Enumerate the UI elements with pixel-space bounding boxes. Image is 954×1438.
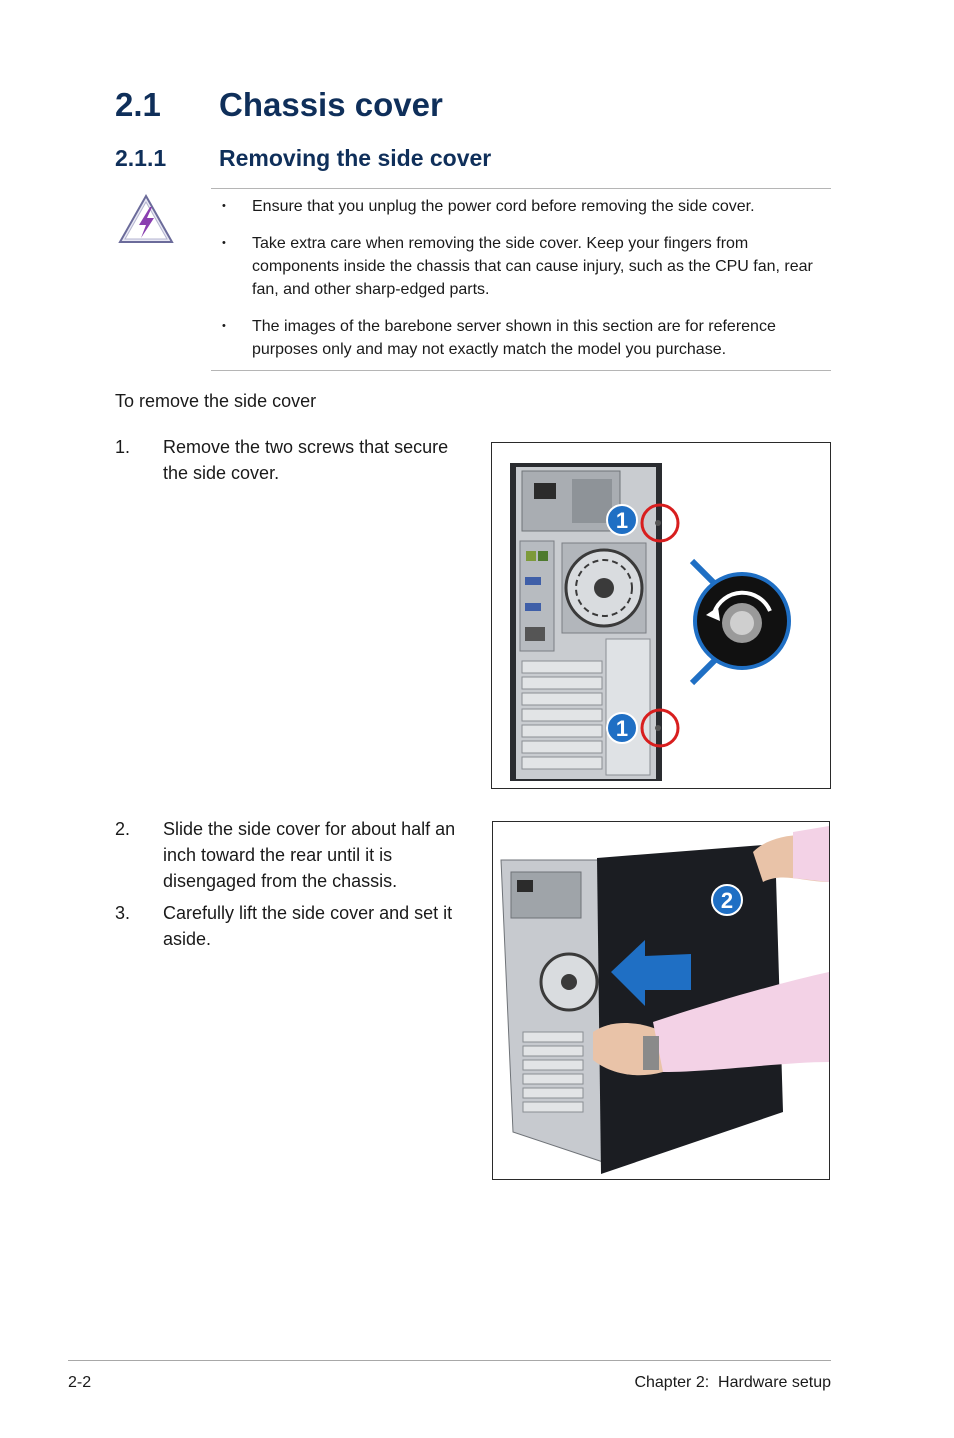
warning-item: • Ensure that you unplug the power cord before removing the side cover. <box>222 195 832 218</box>
slide-cover-illustration <box>493 822 829 1179</box>
figure-remove-screws <box>491 442 831 789</box>
server-rear-illustration <box>492 443 830 788</box>
chapter-label: Chapter 2: Hardware setup <box>634 1374 831 1391</box>
bullet: • <box>222 200 226 212</box>
bullet: • <box>222 320 226 332</box>
page-number: 2-2 <box>68 1374 92 1391</box>
warning-top-rule <box>211 188 831 189</box>
section-number: 2.1 <box>115 86 161 123</box>
warning-item: • The images of the barebone server shown in this section are for reference purposes only and may not exactly match the model you purchase. <box>222 315 832 361</box>
callout-label-bottom: 1 <box>615 716 629 741</box>
step-1: 1. Remove the two screws that secure the side cover. <box>115 437 449 483</box>
warning-list <box>222 195 832 361</box>
subsection-title: Removing the side cover <box>219 145 492 171</box>
section-title: Chassis cover <box>219 86 443 123</box>
step-3: 3. Carefully lift the side cover and set it aside. <box>115 903 453 949</box>
warning-lightning-icon <box>117 193 175 245</box>
intro-text: To remove the side cover <box>115 391 317 411</box>
step-2: 2. Slide the side cover for about half an inch toward the rear until it is disengaged from the chassis. <box>115 819 456 891</box>
subsection-number: 2.1.1 <box>115 145 167 171</box>
section-heading <box>115 86 443 124</box>
bullet: • <box>222 237 226 249</box>
callout-label-top: 1 <box>615 508 629 533</box>
warning-item: • Take extra care when removing the side cover. Keep your fingers from components inside the chassis that can cause injury, such as the CPU fan, rear fan, and other sharp-edged parts. <box>222 232 832 301</box>
warning-bottom-rule <box>211 370 831 371</box>
subsection-heading <box>115 145 491 172</box>
footer-rule <box>68 1360 831 1361</box>
callout-label-slide: 2 <box>720 888 734 913</box>
figure-slide-cover <box>492 821 830 1180</box>
